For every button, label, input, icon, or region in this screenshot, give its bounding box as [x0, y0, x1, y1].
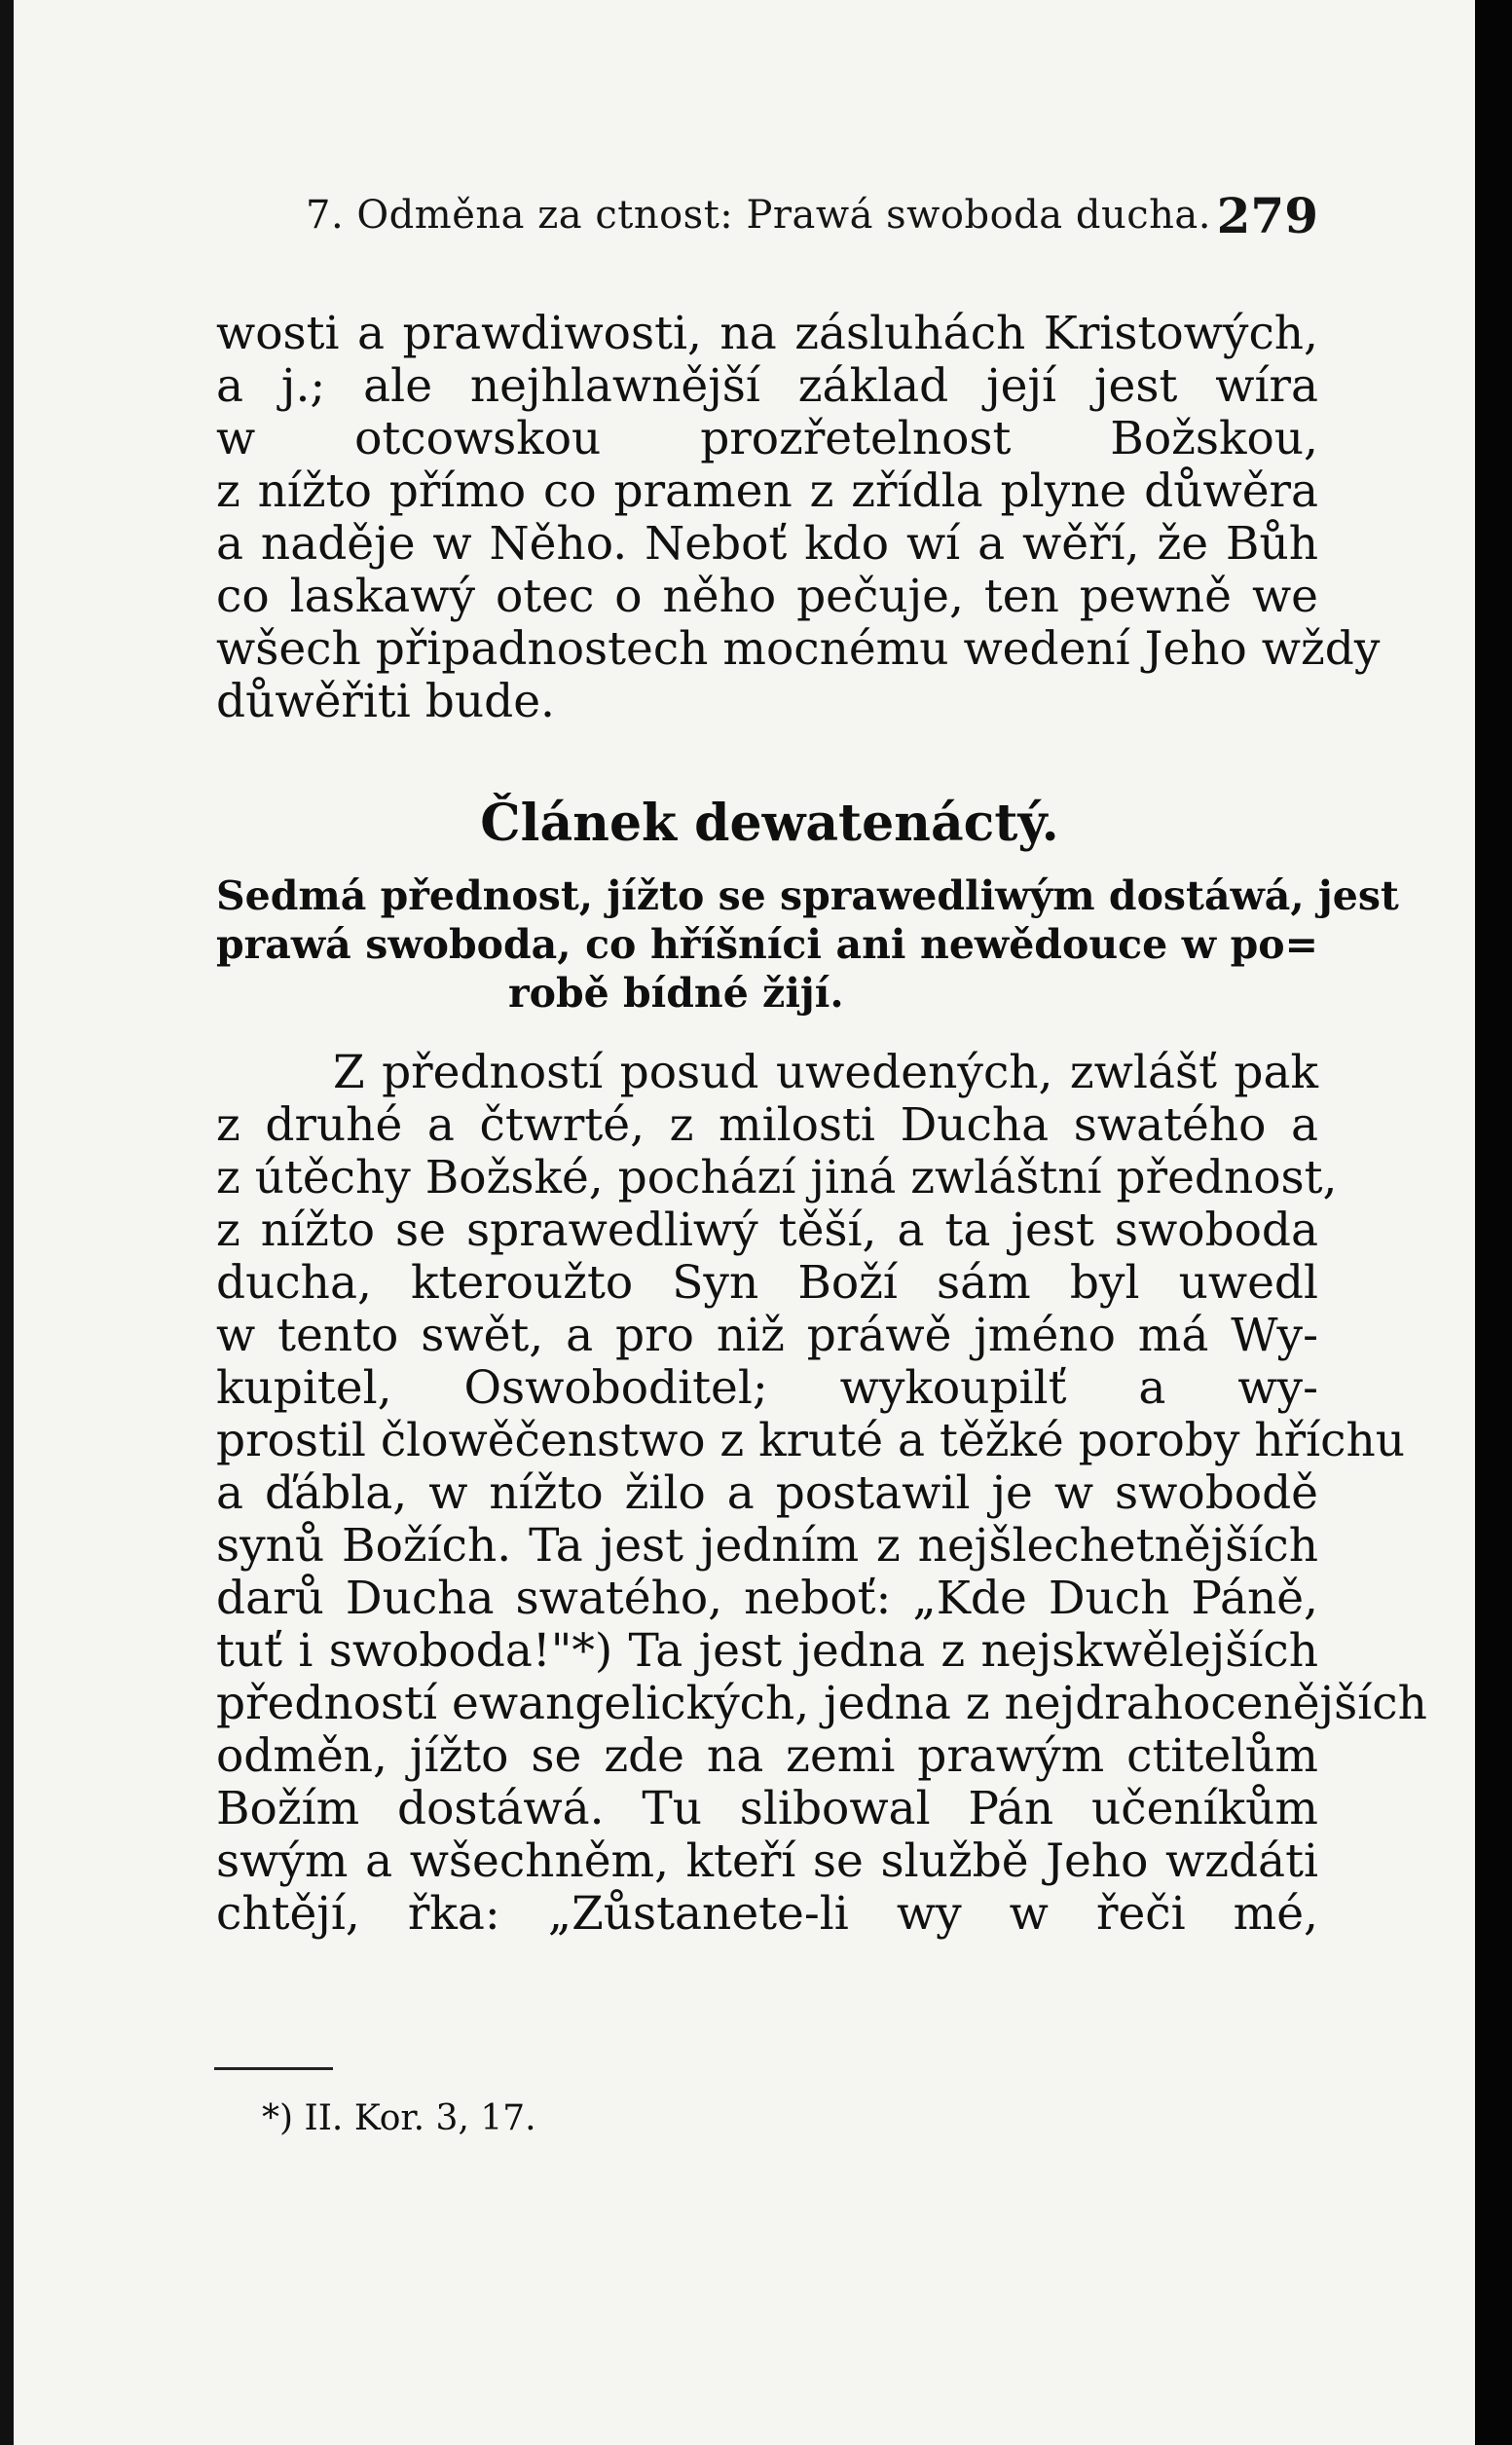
text-line: wosti a prawdiwosti, na zásluhách Kristowých,	[216, 307, 1318, 360]
text-line: z nížto se sprawedliwý těší, a ta jest swoboda	[216, 1204, 1318, 1257]
text-line: swým a wšechněm, kteří se službě Jeho wzdáti	[216, 1834, 1318, 1888]
text-line: kupitel, Oswoboditel; wykoupilť a wy-	[216, 1361, 1318, 1415]
running-title: 7. Odměna za ctnost: Prawá swoboda ducha.	[306, 193, 1211, 238]
running-header	[306, 187, 1318, 245]
text-line: w tento swět, a pro niž práwě jméno má Wy-	[216, 1309, 1318, 1362]
paragraph-main	[216, 1046, 1427, 1941]
text-line: w otcowskou prozřetelnost Božskou,	[216, 412, 1318, 465]
text-line: chtějí, řka: „Zůstanete-li wy w řeči mé,	[216, 1887, 1318, 1941]
text-line: a j.; ale nejhlawnější základ její jest wíra	[216, 359, 1318, 413]
summary-line: Sedmá přednost, jížto se sprawedliwým dostáwá, jest	[216, 872, 1399, 919]
text-line: ducha, kteroužto Syn Boží sám byl uwedl	[216, 1256, 1318, 1310]
text-line: wšech připadnostech mocnému wedení Jeho wždy	[216, 622, 1381, 676]
footnote: *) II. Kor. 3, 17.	[262, 2098, 536, 2138]
paragraph-continuation	[216, 307, 1381, 728]
text-line: Z předností posud uwedených, zwlášť pak	[333, 1046, 1318, 1099]
text-line: synů Božích. Ta jest jedním z nejšlechetnějších	[216, 1519, 1318, 1573]
article-heading: Článek dewatenáctý.	[480, 794, 1059, 853]
scan-edge	[1475, 0, 1512, 2445]
text-line: předností ewangelických, jedna z nejdrahocenějších	[216, 1677, 1427, 1730]
summary-line: robě bídné žijí.	[508, 970, 844, 1017]
text-line: prostil člowěčenstwo z kruté a těžké poroby hříchu	[216, 1414, 1406, 1467]
page-number: 279	[1216, 187, 1318, 244]
text-line: a ďábla, w nížto žilo a postawil je w swobodě	[216, 1466, 1318, 1520]
footnote-rule	[214, 2067, 333, 2070]
text-line: a naděje w Něho. Neboť kdo wí a wěří, že Bůh	[216, 517, 1318, 571]
text-line: odměn, jížto se zde na zemi prawým ctitelům	[216, 1729, 1318, 1783]
summary-line: prawá swoboda, co hříšníci ani newědouce w po=	[216, 921, 1318, 968]
text-line: z druhé a čtwrté, z milosti Ducha swatého a	[216, 1098, 1318, 1152]
text-line: Božím dostáwá. Tu slibowal Pán učeníkům	[216, 1782, 1318, 1835]
text-line: co laskawý otec o něho pečuje, ten pewně we	[216, 570, 1318, 623]
text-line: tuť i swoboda!"*) Ta jest jedna z nejskwělejších	[216, 1624, 1318, 1678]
text-line: darů Ducha swatého, neboť: „Kde Duch Páně,	[216, 1572, 1318, 1625]
text-line: z útěchy Božské, pochází jiná zwláštní přednost,	[216, 1151, 1338, 1204]
text-line: z nížto přímo co pramen z zřídla plyne důwěra	[216, 464, 1318, 518]
text-line: důwěřiti bude.	[216, 675, 555, 728]
article-summary	[216, 871, 1399, 1018]
